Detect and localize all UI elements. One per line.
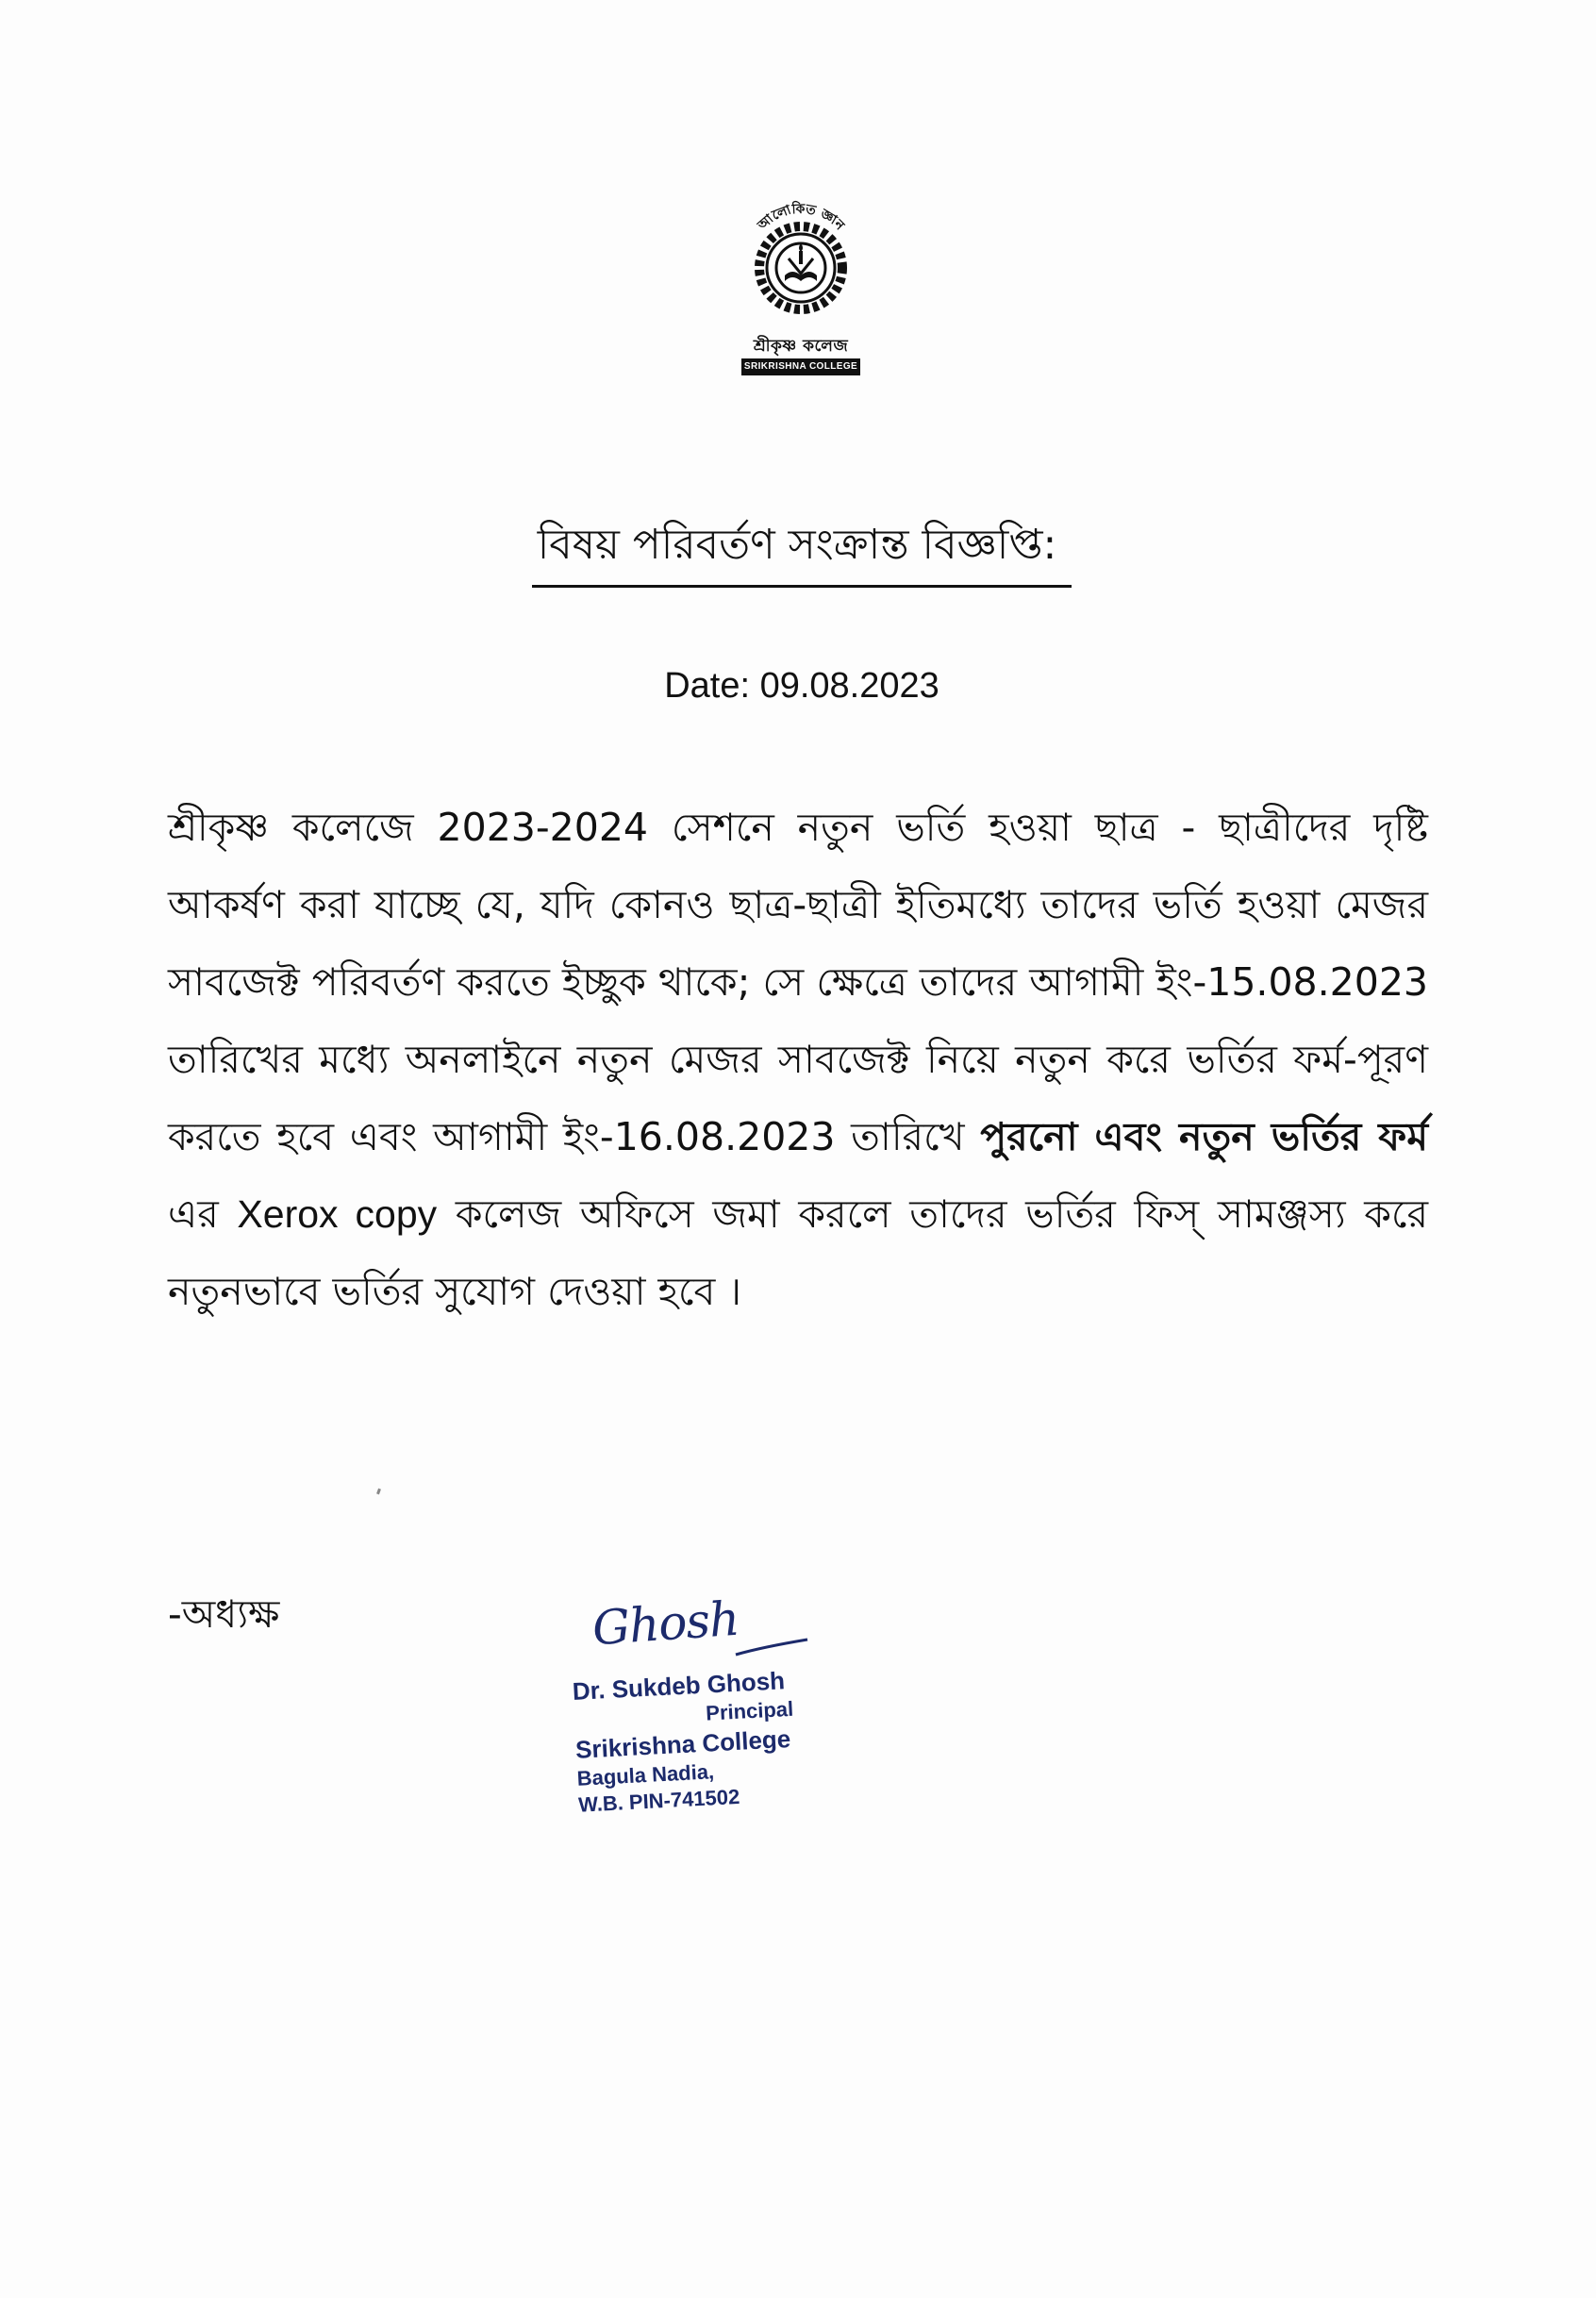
notice-body-bold-text: পুরনো এবং নতুন ভর্তির ফর্ম bbox=[980, 1114, 1428, 1159]
notice-body-xerox-copy: Xerox copy bbox=[237, 1192, 438, 1236]
principal-stamp bbox=[572, 1662, 824, 1818]
notice-body-text-1: শ্রীকৃষ্ণ কলেজে 2023-2024 সেশনে নতুন ভর্তি হওয়া ছাত্র - ছাত্রীদের দৃষ্টি আকর্ষণ করা যাচ্ছে যে, যদি কোনও ছাত্র-ছাত্রী ইতিমধ্যে তাদের ভর্তি হওয়া মেজর সাবজেক্ট পরিবর্তণ করতে ইচ্ছুক থাকে; সে ক্ষেত্রে তাদের আগামী ইং-15.08.2023 তারিখের মধ্যে অনলাইনে নতুন মেজর সাবজেক্ট নিয়ে নতুন করে ভর্তির ফর্ম-পূরণ করতে হবে এবং আগামী ইং-16.08.2023 তারিখে bbox=[168, 805, 1428, 1159]
logo-caption-bengali: শ্রীকৃষ্ণ কলেজ bbox=[753, 337, 849, 356]
college-emblem-icon bbox=[730, 192, 872, 334]
stamp-name: Dr. Sukdeb Ghosh bbox=[572, 1666, 786, 1706]
college-logo bbox=[730, 192, 872, 381]
paper-speck bbox=[376, 1489, 381, 1495]
notice-body bbox=[168, 789, 1428, 1330]
stamp-address-line2: W.B. PIN-741502 bbox=[577, 1784, 740, 1817]
logo-arc-text: আলোকিত জ্ঞান bbox=[755, 201, 847, 234]
stamp-designation: Principal bbox=[705, 1696, 794, 1725]
stamp-institution: Srikrishna College bbox=[574, 1724, 791, 1764]
stamp-address-line1: Bagula Nadia, bbox=[576, 1759, 715, 1790]
notice-title: বিষয় পরিবর্তণ সংক্রান্ত বিজ্ঞপ্তি: bbox=[537, 521, 1057, 569]
title-underline bbox=[532, 585, 1072, 588]
logo-caption-english: SRIKRISHNA COLLEGE bbox=[741, 358, 860, 375]
notice-body-text-2b: কলেজ অফিসে জমা করলে তাদের ভর্তির ফিস্ সামঞ্জস্য করে নতুনভাবে ভর্তির সুযোগ দেওয়া হবে । bbox=[168, 1191, 1429, 1314]
notice-body-text-2a: এর bbox=[168, 1191, 238, 1237]
notice-date: Date: 09.08.2023 bbox=[664, 666, 939, 706]
signature-text: Ghosh bbox=[590, 1590, 740, 1657]
signoff-role: -অধ্যক্ষ bbox=[168, 1591, 280, 1637]
signature-flourish-icon bbox=[734, 1634, 809, 1662]
